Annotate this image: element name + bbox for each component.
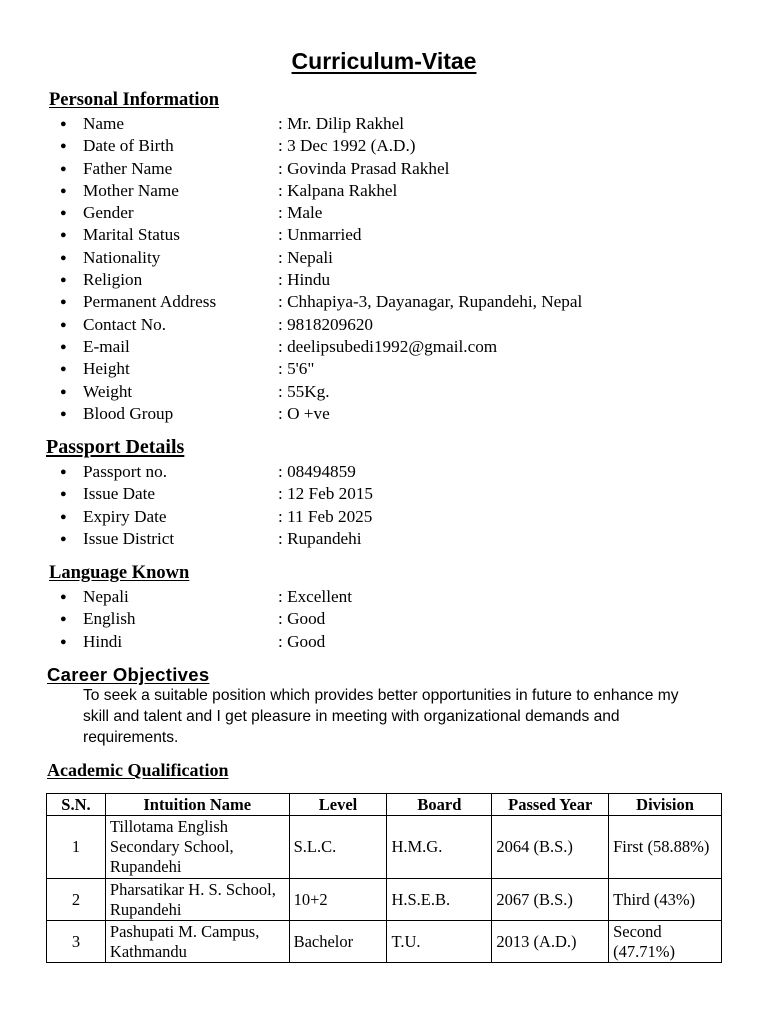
column-header-board: Board: [387, 794, 492, 816]
career-objective-text: To seek a suitable position which provides better opportunities in future to enhance my skill and talent and I get pleasure in meeting with organizational demands and requirements.: [83, 687, 679, 746]
field-value: : Good: [278, 609, 326, 629]
bullet-icon: ●: [60, 591, 67, 603]
bullet-icon: ●: [60, 635, 67, 648]
field-label: English: [83, 609, 136, 629]
field-label: Nepali: [83, 587, 129, 606]
academic-qualification-heading: Academic Qualification: [47, 760, 229, 780]
cell-division: Third (43%): [609, 879, 722, 921]
cell-institution: Pharsatikar H. S. School, Rupandehi: [105, 879, 289, 921]
bullet-icon: ●: [60, 274, 67, 287]
bullet-icon: ●: [60, 140, 67, 153]
field-label: Gender: [83, 203, 134, 223]
field-value: : Male: [278, 203, 323, 223]
field-value: : 5'6": [278, 359, 315, 379]
field-value: : Chhapiya-3, Dayanagar, Rupandehi, Nepal: [278, 292, 583, 312]
field-label: Name: [83, 114, 125, 133]
career-objectives-heading: Career Objectives: [47, 664, 210, 685]
cell-institution: Pashupati M. Campus, Kathmandu: [105, 921, 289, 963]
field-label: Issue District: [83, 528, 175, 548]
cell-board: H.S.E.B.: [387, 879, 492, 921]
bullet-icon: ●: [60, 363, 67, 376]
cell-sn: 3: [47, 921, 106, 963]
field-value: : Govinda Prasad Rakhel: [278, 158, 450, 178]
column-header-passed-year: Passed Year: [492, 794, 609, 816]
cell-passed-year: 2064 (B.S.): [492, 816, 609, 879]
bullet-icon: ●: [60, 184, 67, 197]
cell-institution: Tillotama English Secondary School, Rupandehi: [105, 816, 289, 879]
bullet-icon: ●: [60, 118, 67, 130]
cell-passed-year: 2067 (B.S.): [492, 879, 609, 921]
field-label: Height: [83, 359, 130, 379]
field-label: Father Name: [83, 158, 173, 178]
bullet-icon: ●: [60, 488, 67, 501]
cell-passed-year: 2013 (A.D.): [492, 921, 609, 963]
cell-sn: 2: [47, 879, 106, 921]
bullet-icon: ●: [60, 340, 67, 353]
field-label: Permanent Address: [83, 292, 217, 312]
column-header-institution: Intuition Name: [105, 794, 289, 816]
document-title: Curriculum-Vitae: [291, 48, 477, 74]
table-row: [47, 879, 722, 921]
field-value: : Rupandehi: [278, 528, 362, 548]
bullet-icon: ●: [60, 162, 67, 175]
field-value: : 11 Feb 2025: [278, 506, 373, 526]
table-row: [47, 816, 722, 879]
cell-division: Second (47.71%): [609, 921, 722, 963]
field-label: E-mail: [83, 336, 130, 356]
bullet-icon: ●: [60, 385, 67, 398]
field-label: Mother Name: [83, 180, 179, 200]
cell-level: 10+2: [289, 879, 387, 921]
cell-sn: 1: [47, 816, 106, 879]
field-label: Religion: [83, 270, 143, 290]
bullet-icon: ●: [60, 532, 67, 545]
field-value: : O +ve: [278, 403, 330, 423]
table-row: [47, 921, 722, 963]
bullet-icon: ●: [60, 251, 67, 264]
field-value: : 9818209620: [278, 314, 374, 334]
field-value: : Excellent: [278, 587, 352, 606]
bullet-icon: ●: [60, 466, 67, 478]
bullet-icon: ●: [60, 510, 67, 523]
field-label: Marital Status: [83, 225, 180, 245]
cell-division: First (58.88%): [609, 816, 722, 879]
field-value: : 55Kg.: [278, 381, 330, 401]
cell-board: H.M.G.: [387, 816, 492, 879]
bullet-icon: ●: [60, 613, 67, 626]
cell-board: T.U.: [387, 921, 492, 963]
cell-level: S.L.C.: [289, 816, 387, 879]
bullet-icon: ●: [60, 207, 67, 220]
field-value: : deelipsubedi1992@gmail.com: [278, 336, 498, 356]
field-label: Hindi: [83, 631, 123, 651]
field-label: Contact No.: [83, 314, 167, 334]
field-value: : 3 Dec 1992 (A.D.): [278, 136, 416, 156]
field-value: : 08494859: [278, 462, 356, 481]
bullet-icon: ●: [60, 296, 67, 309]
field-label: Weight: [83, 381, 133, 401]
personal-information-heading: Personal Information: [49, 90, 220, 110]
cell-level: Bachelor: [289, 921, 387, 963]
field-value: : Unmarried: [278, 225, 362, 245]
academic-qualification-table: [46, 793, 722, 963]
language-known-heading: Language Known: [49, 563, 190, 583]
bullet-icon: ●: [60, 318, 67, 331]
field-label: Date of Birth: [83, 136, 174, 156]
field-label: Expiry Date: [83, 506, 167, 526]
field-value: : Hindu: [278, 270, 331, 290]
column-header-level: Level: [289, 794, 387, 816]
field-value: : Nepali: [278, 247, 333, 267]
field-value: : Good: [278, 631, 326, 651]
bullet-icon: ●: [60, 407, 67, 420]
field-value: : 12 Feb 2015: [278, 484, 374, 504]
passport-details-heading: Passport Details: [46, 436, 185, 458]
field-label: Passport no.: [83, 462, 168, 481]
field-label: Blood Group: [83, 403, 174, 423]
bullet-icon: ●: [60, 229, 67, 242]
field-label: Nationality: [83, 247, 161, 267]
field-value: : Kalpana Rakhel: [278, 180, 398, 200]
field-value: : Mr. Dilip Rakhel: [278, 114, 405, 133]
column-header-sn: S.N.: [47, 794, 106, 816]
field-label: Issue Date: [83, 484, 156, 504]
column-header-division: Division: [609, 794, 722, 816]
table-header-row: [47, 794, 722, 816]
